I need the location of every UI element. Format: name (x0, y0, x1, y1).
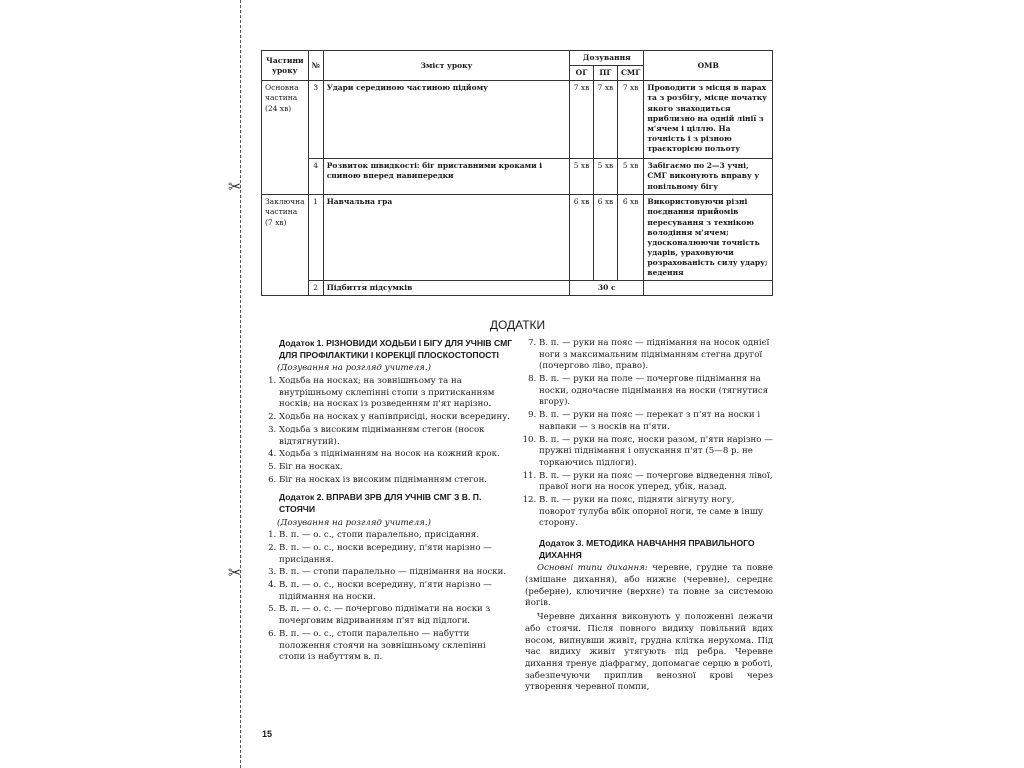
cut-line (240, 0, 241, 768)
scissors-icon: ✂ (228, 177, 242, 196)
pg-cell: 5 хв (594, 159, 618, 195)
scissors-icon: ✂ (228, 563, 242, 582)
pg-cell: 7 хв (594, 81, 618, 159)
header-num: № (308, 51, 323, 81)
list-item: 5. Біг на носках. (279, 462, 513, 474)
appendix2-title: Додаток 2. ВПРАВИ ЗРВ ДЛЯ УЧНІВ СМГ З В. П. СТОЯЧИ (279, 492, 482, 514)
list-item: 6. В. п. — о. с., стопи паралельно — набутти положення стоячи на зовнішньому склепінні стопи із набуттям в. п. (279, 629, 513, 664)
smg-cell: 6 хв (617, 195, 643, 281)
table-row (262, 159, 773, 195)
header-content: Зміст уроку (323, 51, 569, 81)
appendix1-list (265, 376, 513, 486)
list-item: 2. В. п. — о. с., носки всередину, п'яти нарізно — присідання. (279, 543, 513, 566)
table-row (262, 81, 773, 159)
num-cell: 4 (308, 159, 323, 195)
omv-cell: Забігаємо по 2—3 учні, СМГ виконують вправу у повільному бігу (644, 159, 773, 195)
content-cell: Підбиття підсумків (323, 281, 569, 296)
section-title: ДОДАТКИ (489, 318, 546, 332)
omv-cell: Проводити з місця в парах та з розбігу, місце початку якого знаходиться приблизно на одній лінії з м'ячем і ціллю. На точність і з різною траєкторією польоту (644, 81, 773, 159)
num-cell: 3 (308, 81, 323, 159)
appendix2-list-part2 (525, 338, 773, 530)
part-cell: Основна частина (24 хв) (262, 81, 309, 195)
list-item: 9. В. п. — руки на пояс — перекат з п'ят на носки і навпаки — з носків на п'яти. (539, 410, 773, 433)
table-row (262, 281, 773, 296)
right-column (525, 338, 773, 696)
appendix2-note: (Дозування на розгляд учителя.) (277, 517, 431, 528)
content-cell: Розвиток швидкості: біг приставними кроками і спиною вперед навипередки (323, 159, 569, 195)
header-part: Частини уроку (262, 51, 309, 81)
header-dosage: Дозування (570, 51, 644, 66)
header-pg: ПГ (594, 66, 618, 81)
appendix1-title: Додаток 1. РІЗНОВИДИ ХОДЬБИ І БІГУ ДЛЯ УЧНІВ СМГ ДЛЯ ПРОФІЛАКТИКИ І КОРЕКЦІЇ ПЛОСКОСТОПОСТІ (279, 338, 513, 360)
list-item: 7. В. п. — руки на пояс — піднімання на носок однієї ноги з максимальним підніманням стегна другої (почергово ліво, право). (539, 338, 773, 373)
left-column (265, 338, 513, 665)
smg-cell: 7 хв (617, 81, 643, 159)
list-item: 1. В. п. — о. с., стопи паралельно, присідання. (279, 530, 513, 542)
page-number: 15 (262, 729, 273, 739)
table-row (262, 195, 773, 281)
list-item: 8. В. п. — руки на поле — почергове піднімання на носки, одночасне піднімання на носки (тягнутися вгору). (539, 374, 773, 409)
breathing-types-text: черевне, грудне та повне (змішане дихання), або нижнє (черевне), середнє (реберне), ключичне (верхнє) та повне за системою йогів. (525, 563, 773, 609)
og-cell: 7 хв (570, 81, 594, 159)
content-cell: Навчальна гра (323, 195, 569, 281)
header-omv: ОМВ (644, 51, 773, 81)
list-item: 3. Ходьба з високим підніманням стегон (носок відтягнутий). (279, 425, 513, 448)
content-cell: Удари серединою частиною підйому (323, 81, 569, 159)
appendix3-paragraph-1 (525, 563, 773, 610)
lesson-plan-table (261, 50, 773, 296)
merged-dosage-cell: 30 с (570, 281, 644, 296)
list-item: 1. Ходьба на носках; на зовнішньому та на внутрішньому склепінні стопи з притисканням носків; на носках із розведенням п'ят нарізно. (279, 376, 513, 411)
list-item: 11. В. п. — руки на пояс — почергове відведення лівої, правої ноги на носок уперед, убік, назад. (539, 471, 773, 494)
pg-cell: 6 хв (594, 195, 618, 281)
num-cell: 2 (308, 281, 323, 296)
og-cell: 5 хв (570, 159, 594, 195)
header-og: ОГ (570, 66, 594, 81)
list-item: 4. В. п. — о. с., носки всередину, п'яти нарізно — підіймання на носки. (279, 580, 513, 603)
part-cell: Заключна частина (7 хв) (262, 195, 309, 296)
list-item: 3. В. п. — стопи паралельно — піднімання на носки. (279, 567, 513, 579)
num-cell: 1 (308, 195, 323, 281)
list-item: 6. Біг на носках із високим підніманням стегон. (279, 475, 513, 487)
page (255, 40, 780, 760)
breathing-types-label: Основні типи дихання: (537, 563, 648, 574)
list-item: 2. Ходьба на носках у напівприсіді, носки всередину. (279, 412, 513, 424)
header-smg: СМГ (617, 66, 643, 81)
appendix1-note: (Дозування на розгляд учителя.) (277, 363, 431, 374)
list-item: 5. В. п. — о. с. — почергово піднімати на носки з почерговим відриванням п'ят від підлоги. (279, 604, 513, 627)
list-item: 10. В. п. — руки на пояс, носки разом, п'яти нарізно — пружні піднімання і опускання п'ят (5—8 р. не торкаючись підлоги). (539, 435, 773, 470)
list-item: 4. Ходьба з підніманням на носок на кожний крок. (279, 449, 513, 461)
appendix3-paragraph-2: Черевне дихання виконують у положенні лежачи або стоячи. Після повного видиху повільний вдих носом, випнувши живіт, грудна клітка нерухома. Під час видиху живіт утягують під ребра. Черевне дихання тренує діафрагму, допомагає серцю в роботі, забезпечуючи приплив венозної крові через утворення черевної помпи, (525, 612, 773, 693)
appendix2-list-part1 (265, 530, 513, 664)
og-cell: 6 хв (570, 195, 594, 281)
smg-cell: 5 хв (617, 159, 643, 195)
appendix3-title: Додаток 3. МЕТОДИКА НАВЧАННЯ ПРАВИЛЬНОГО ДИХАННЯ (539, 538, 755, 560)
omv-cell (644, 281, 773, 296)
list-item: 12. В. п. — руки на пояс, підняти зігнуту ногу, поворот тулуба вбік опорної ноги, те саме в іншу сторону. (539, 495, 773, 530)
omv-cell: Використовуючи різні поєднання прийомів пересування з технікою володіння м'ячем; удосконалюючи точність ударів, ураховуючи розрахованість силу удару; ведення (644, 195, 773, 281)
